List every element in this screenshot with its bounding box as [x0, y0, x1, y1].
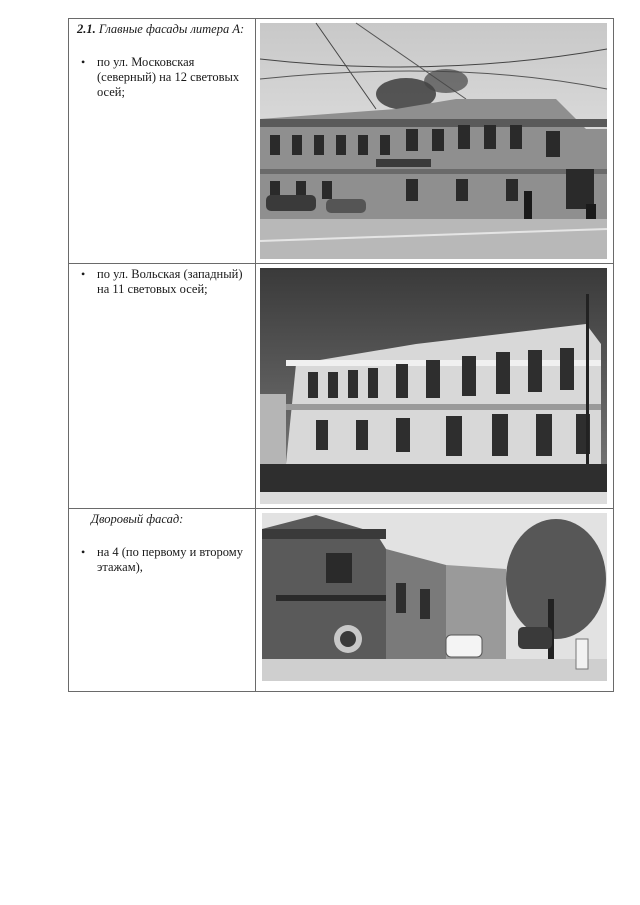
section-number: 2.1. [77, 22, 96, 36]
description-cell [69, 264, 256, 509]
photo-cell [256, 19, 614, 264]
section-title: Дворовый фасад: [91, 512, 184, 526]
facades-table [68, 18, 614, 692]
table-row [69, 509, 614, 692]
table-row [69, 19, 614, 264]
facade-list [77, 267, 249, 297]
photo-courtyard-facade [256, 509, 613, 691]
photo-cell [256, 509, 614, 692]
section-title: Главные фасады литера А: [98, 22, 245, 36]
photo-moskovskaya-facade [256, 19, 613, 263]
list-item: • по ул. Московская (северный) на 12 световых осей; [97, 55, 249, 100]
description-cell [69, 509, 256, 692]
facade-list [77, 55, 249, 100]
list-item: • по ул. Вольская (западный) на 11 световых осей; [97, 267, 249, 297]
photo-cell [256, 264, 614, 509]
photo-volskaya-facade [256, 264, 613, 508]
table-row [69, 264, 614, 509]
facade-list [77, 545, 249, 575]
list-item: • на 4 (по первому и второму этажам), [97, 545, 249, 575]
description-cell [69, 19, 256, 264]
section-heading [77, 22, 249, 37]
